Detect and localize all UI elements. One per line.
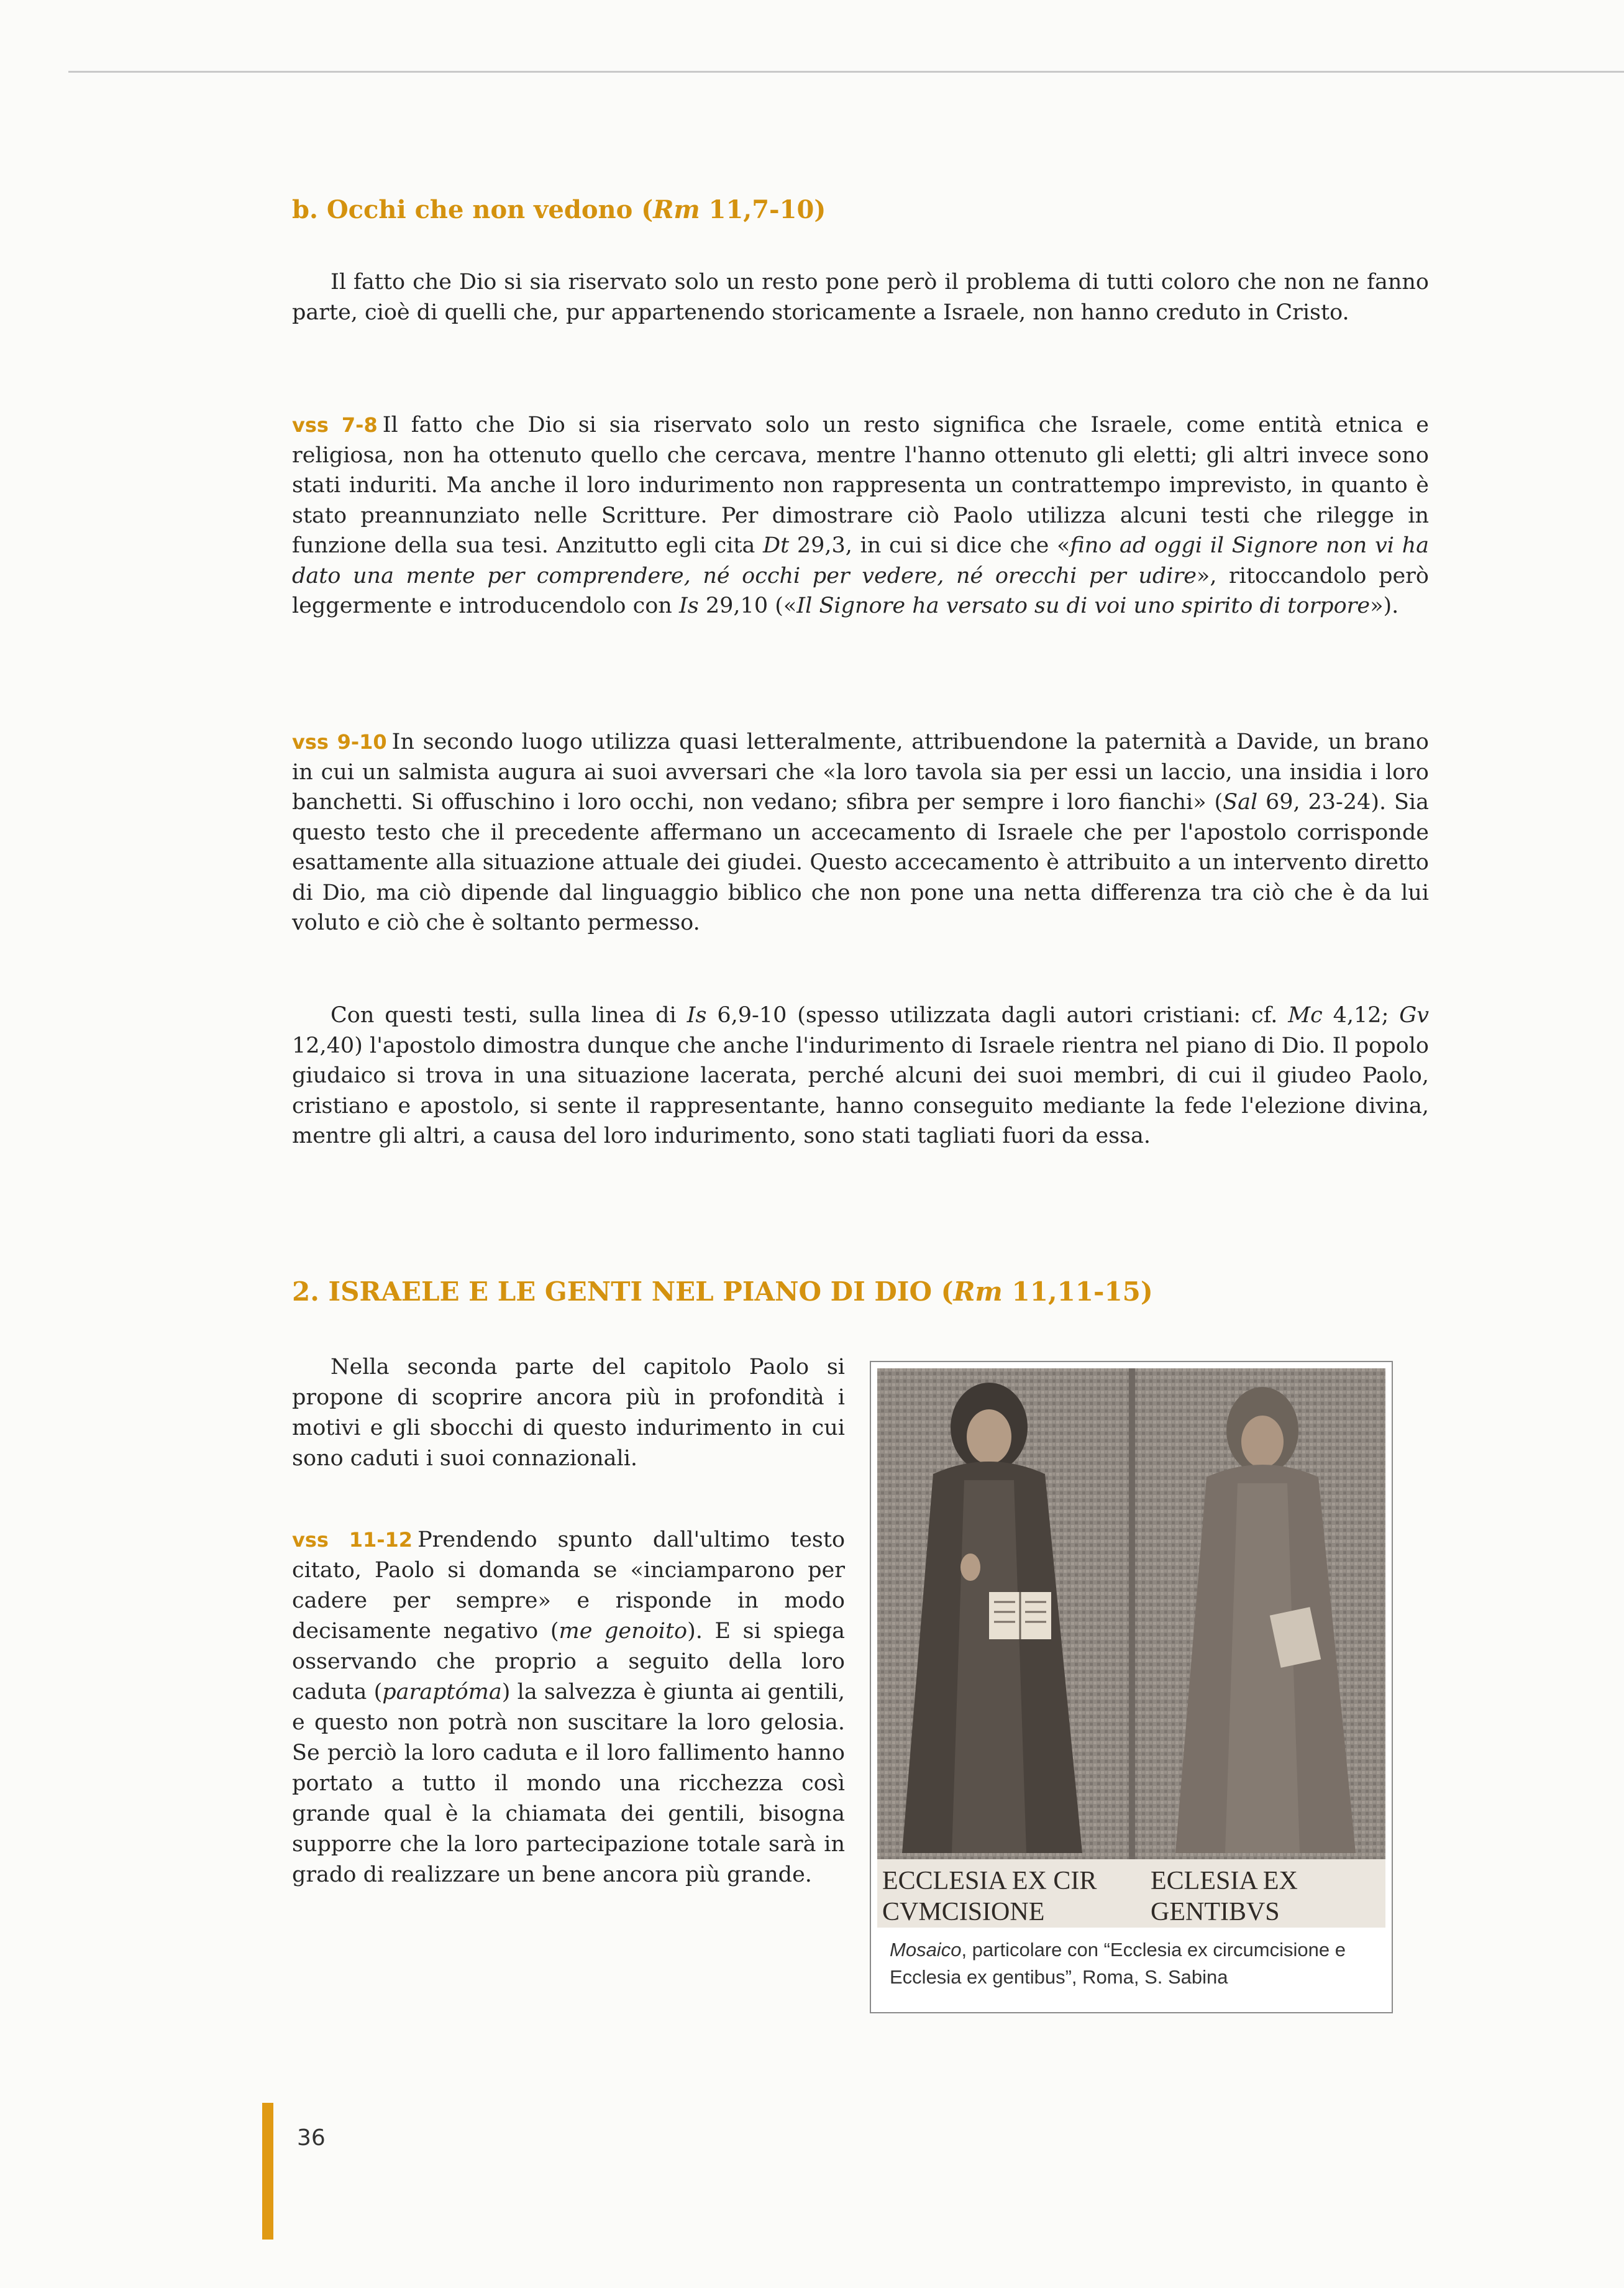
page-number: 36	[297, 2125, 326, 2151]
vss-9-10-paragraph: vss 9-10 In secondo luogo utilizza quasi letteralmente, attribuendone la paternità a Davide, un brano in cui un salmista augura ai suoi avversari che «la loro tavola sia per essi un laccio, una insidia i loro banchetti. Si offuschino i loro occhi, non vedano; sfibra per sempre i loro fianchi» (Sal 69, 23-24). Sia questo testo che il precedente affermano un accecamento di Israele che per l'apostolo corrisponde esattamente alla situazione attuale dei giudei. Questo accecamento è attribuito a un intervento diretto di Dio, ma ciò dipende dal linguaggio biblico che non pone una netta differenza tra ciò che è da lui voluto e ciò che è soltanto permesso.	[292, 730, 1429, 935]
section-2-intro: Nella seconda parte del capitolo Paolo si propone di scoprire ancora più in profondità i motivi e gli sbocchi di questo indurimento in cui sono caduti i suoi connazionali.	[292, 1355, 845, 1471]
section-2-heading: 2. ISRAELE E LE GENTI NEL PIANO DI DIO (Rm 11,11-15)	[292, 1276, 1153, 1307]
mosaic-image	[877, 1368, 1385, 1928]
section-b-conclusion: Con questi testi, sulla linea di Is 6,9-10 (spesso utilizzata dagli autori cristiani: cf. Mc 4,12; Gv 12,40) l'apostolo dimostra dunque che anche l'indurimento di Israele rientra nel piano di Dio. Il popolo giudaico si trova in una situazione lacerata, perché alcuni dei suoi membri, di cui il giudeo Paolo, cristiano e apostolo, si sente il rappresentante, hanno conseguito mediante la fede l'elezione divina, mentre gli altri, a causa del loro indurimento, sono stati tagliati fuori da essa.	[292, 1003, 1429, 1148]
inscription-right-line2: GENTIBVS	[1151, 1898, 1280, 1926]
vss-7-8-label: vss 7-8	[292, 413, 378, 437]
vss-7-8-paragraph: vss 7-8 Il fatto che Dio si sia riservato solo un resto significa che Israele, come entità etnica e religiosa, non ha ottenuto quello che cercava, mentre l'hanno ottenuto gli eletti; gli altri invece sono stati induriti. Ma anche il loro indurimento non rappresenta un contrattempo imprevisto, in quanto è stato preannunziato nelle Scritture. Per dimostrare ciò Paolo utilizza alcuni testi che rilegge in funzione della sua tesi. Anzitutto egli cita Dt 29,3, in cui si dice che «fino ad oggi il Signore non vi ha dato una mente per comprendere, né occhi per vedere, né orecchi per udire», ritoccandolo però leggermente e introducendolo con Is 29,10 («Il Signore ha versato su di voi uno spirito di torpore»).	[292, 413, 1430, 618]
inscription-right-line1: ECLESIA EX	[1151, 1867, 1298, 1895]
mosaic-figure	[870, 1361, 1393, 2013]
section-b-intro: Il fatto che Dio si sia riservato solo un resto pone però il problema di tutti coloro che non ne fanno parte, cioè di quelli che, pur appartenendo storicamente a Israele, non hanno creduto in Cristo.	[292, 270, 1429, 325]
vss-9-10-label: vss 9-10	[292, 730, 387, 754]
inscription-left-line1: ECCLESIA EX CIR	[882, 1867, 1097, 1895]
top-rule	[68, 71, 1624, 73]
page-number-bar	[262, 2103, 273, 2240]
figure-caption: Mosaico, particolare con “Ecclesia ex circumcisione e Ecclesia ex gentibus”, Roma, S. Sabina	[890, 1939, 1346, 1988]
section-b-heading: b. Occhi che non vedono (Rm 11,7-10)	[292, 195, 826, 224]
vss-11-12-paragraph: vss 11-12 Prendendo spunto dall'ultimo testo citato, Paolo si domanda se «inciamparono per cadere per sempre» e risponde in modo decisamente negativo (me genoito). E si spiega osservando che proprio a seguito della loro caduta (paraptóma) la salvezza è giunta ai gentili, e questo non potrà non suscitare la loro gelosia. Se perciò la loro caduta e il loro fallimento hanno portato a tutto il mondo una ricchezza così grande qual è la chiamata dei gentili, bisogna supporre che la loro partecipazione totale sarà in grado di realizzare un bene ancora più grande.	[292, 1527, 846, 1887]
vss-11-12-label: vss 11-12	[292, 1528, 413, 1552]
inscription-left-line2: CVMCISIONE	[882, 1898, 1045, 1926]
